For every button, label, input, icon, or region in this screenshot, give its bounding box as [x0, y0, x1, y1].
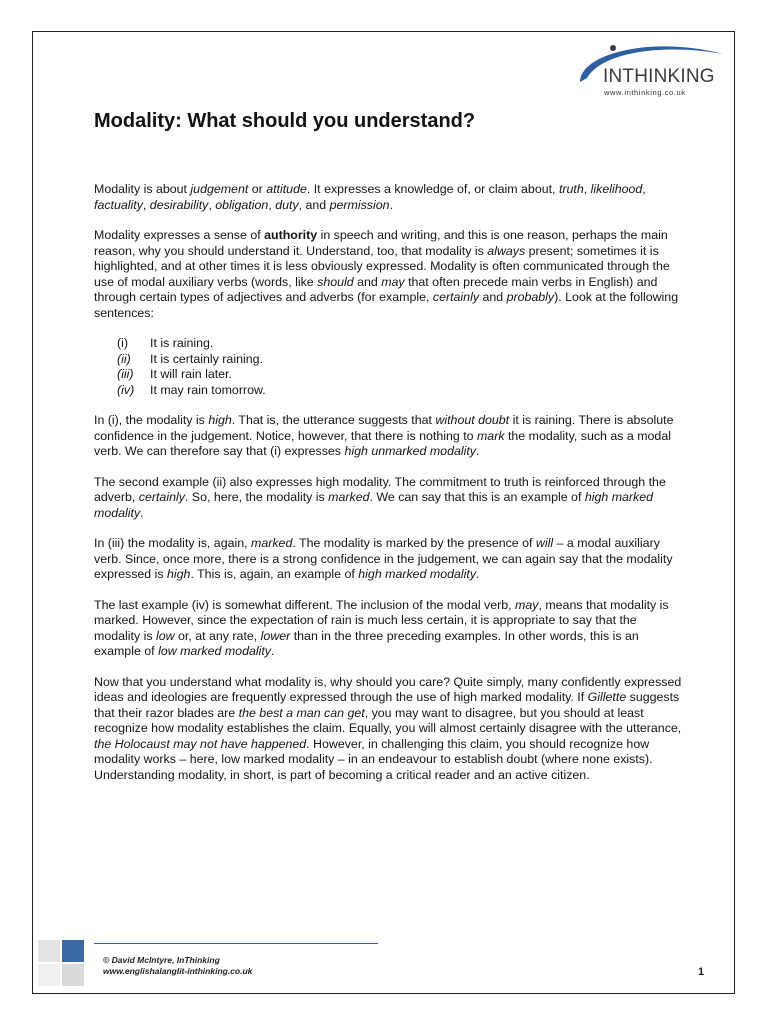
example-item: [94, 367, 684, 383]
logo-wordmark: INTHINKING: [603, 66, 715, 87]
example-item: [94, 352, 684, 368]
logo-url: www.inthinking.co.uk: [604, 88, 686, 97]
footer-credits: [103, 955, 252, 977]
example-number: (iii): [117, 367, 134, 381]
analysis-paragraph-4: The last example (iv) is somewhat different. The inclusion of the modal verb, may, means that modality is marked. However, since the expectation of rain is much less certain, it is appropriate to say that the modality is low or, at any rate, lower than in the three preceding examples. In other words, this is an example of low marked modality.: [94, 597, 669, 658]
example-number: (i): [117, 336, 129, 350]
example-text: It will rain later.: [150, 367, 232, 381]
intro-paragraph-1: Modality is about judgement or attitude. It expresses a knowledge of, or claim about, truth, likelihood, factuality, desirability, obligation, duty, and permission.: [94, 182, 646, 212]
example-text: It is certainly raining.: [150, 351, 263, 366]
analysis-paragraph-3: In (iii) the modality is, again, marked. The modality is marked by the presence of will – a modal auxiliary verb. Since, once more, there is a strong confidence in the judgement, we can again say that the modality expressed is high. This is, again, an example of high marked modality.: [94, 536, 673, 581]
document-body: [94, 182, 684, 798]
intro-paragraph-2: Modality expresses a sense of authority in speech and writing, and this is one reason, perhaps the main reason, why you should understand it. Understand, too, that modality is always present; sometimes it is highlighted, and at other times it is less obviously expressed. Modality is often communicated through the use of modal auxiliary verbs (words, like should and may that often precede main verbs in English) and through certain types of adjectives and adverbs (for example, certainly and probably). Look at the following sentences:: [94, 228, 679, 320]
footer-squares-decoration: [38, 940, 86, 988]
example-sentences: [94, 336, 684, 398]
page-number: 1: [698, 966, 705, 978]
page-title: Modality: What should you understand?: [94, 110, 476, 132]
example-text: It is raining.: [150, 336, 214, 350]
analysis-paragraph-5: Now that you understand what modality is, why should you care? Quite simply, many confidently expressed ideas and ideologies are frequently expressed through the use of high marked modality. If Gillette suggests that their razor blades are the best a man can get, you may want to disagree, but you should at least recognize how modality establishes the claim. Equally, you will almost certainly disagree with the utterance, the Holocaust may not have happened. However, in challenging this claim, you should recognize how modality works – here, low marked modality – in an endeavour to establish doubt (where none exists). Understanding modality, in short, is part of becoming a critical reader and an active citizen.: [94, 674, 682, 782]
example-number: (iv): [117, 382, 135, 397]
example-text: It may rain tomorrow.: [150, 382, 266, 397]
footer-copyright: © David McIntyre, InThinking: [103, 955, 220, 965]
analysis-paragraph-1: In (i), the modality is high. That is, the utterance suggests that without doubt it is raining. There is absolute confidence in the judgement. Notice, however, that there is nothing to mark the modality, such as a modal verb. We can therefore say that (i) expresses high unmarked modality.: [94, 413, 674, 458]
analysis-paragraph-2: The second example (ii) also expresses high modality. The commitment to truth is reinforced through the adverb, certainly. So, here, the modality is marked. We can say that this is an example of high marked modality.: [94, 474, 666, 520]
footer-url: www.englishalanglit-inthinking.co.uk: [103, 966, 253, 976]
example-item: [94, 336, 684, 352]
example-number: (ii): [117, 351, 131, 366]
example-item: [94, 383, 684, 399]
footer-rule: [94, 943, 378, 944]
